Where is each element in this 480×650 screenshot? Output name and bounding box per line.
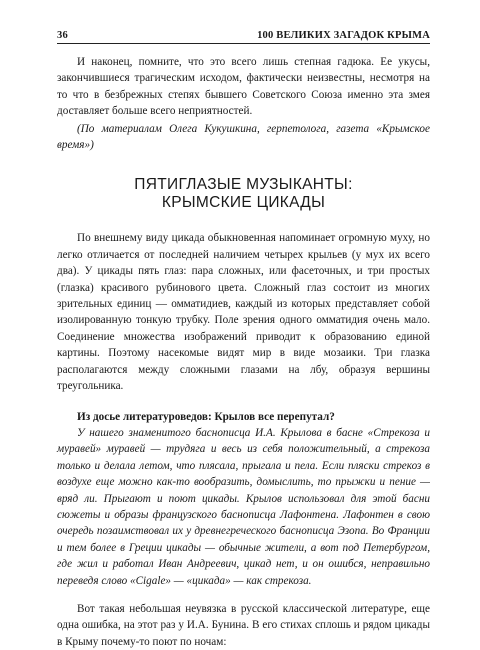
page-content [57, 54, 430, 650]
closing-paragraph: Вот такая небольшая неувязка в русской классической литературе, еще одна ошибка, на этот раз у И.А. Бунина. В его стихах сплошь и рядом цикады в Крыму почему-то поют по ночам: [57, 602, 430, 648]
running-header [57, 30, 430, 44]
body-paragraph: По внешнему виду цикада обыкновенная напоминает огромную муху, но легко отличается от последней наличием четырех крыльев (у мух их всего два). У цикады пять глаз: пара сложных, или фасеточных, и три простых (глазка) красивого рубинового цвета. Сложный глаз состоит из многих зрительных единиц — омматидиев, каждый из которых представляет собой изолированную тонкую трубку. Поле зрения одного омматидия очень мало. Соединение множества изображений приводит к образованию единой картины. Поэтому насекомые видят мир в виде мозаики. Три глазка располагаются между сложными глазами на лбу, образуя вершины треугольника. [57, 232, 430, 393]
source-citation: (По материалам Олега Кукушкина, герпетолога, газета «Крымское время») [57, 122, 430, 152]
section-title-line-1: ПЯТИГЛАЗЫЕ МУЗЫКАНТЫ: [134, 176, 353, 194]
page-number: 36 [57, 30, 68, 41]
intro-paragraph: И наконец, помните, что это всего лишь степная гадюка. Ее укусы, закончившиеся трагическим исходом, фактически неизвестны, несмотря на то что в безбрежных степях бывшего Советского Союза именно эта змея доставляет больше всего неприятностей. [57, 56, 430, 118]
sidebar-italic-paragraph: У нашего знаменитого баснописца И.А. Крылова в басне «Стрекоза и муравей» муравей — трудяга и весь из себя положительный, а стрекоза только и делала летом, что плясала, прыгала и пела. Если пляски стрекоз в воздухе еще можно как-то вообразить, домыслить, то прыжки и пение — вряд ли. Прыгают и поют цикады. Крылов использовал для этой басни сюжеты и образы французского баснописца Лафонтена. Лафонтен в свою очередь позаимствовал их у древнегреческого баснописца Эзопа. Во Франции и тем более в Греции цикады — обычные жители, а вот под Петербургом, где жил и работал Иван Андреевич, цикад нет, и он ошибся, неправильно переведя слово «Cigale» — «цикада» — как стрекоза. [57, 426, 430, 587]
sidebar-heading: Из досье литературоведов: Крылов все перепутал? [77, 410, 335, 423]
section-title-line-2: КРЫМСКИЕ ЦИКАДЫ [161, 194, 326, 212]
section-title [57, 176, 430, 212]
book-title: 100 ВЕЛИКИХ ЗАГАДОК КРЫМА [257, 30, 430, 41]
